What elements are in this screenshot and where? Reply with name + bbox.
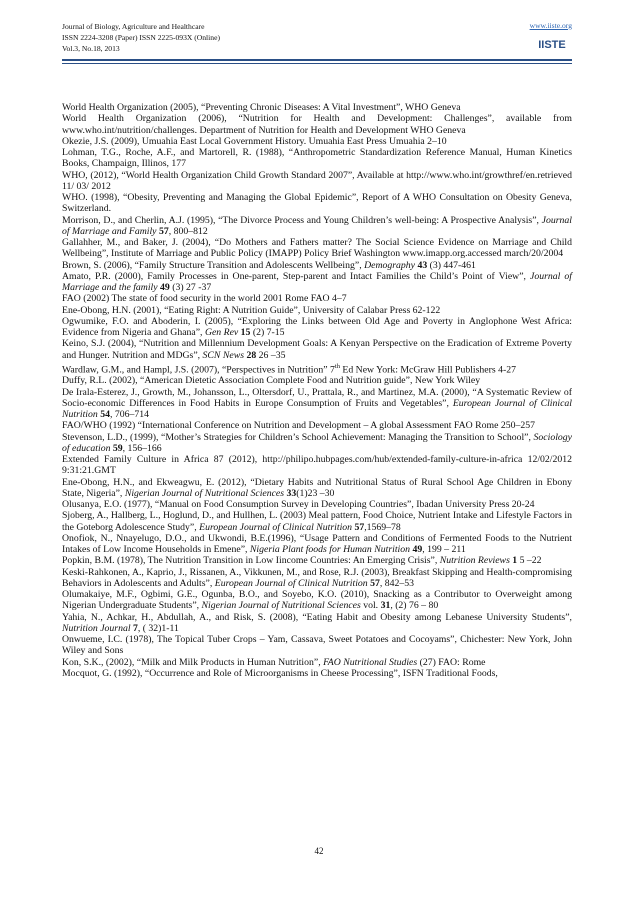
- iiste-logo-icon: [536, 33, 568, 53]
- reference-text-i: Journal of Marriage and the family: [62, 270, 572, 293]
- reference-text-t: Stevenson, L.D., (1999), “Mother’s Strategies for Children’s School Achievement: Managing the Transition to School”,: [62, 431, 534, 443]
- reference-text-t: Duffy, R.L. (2002), “American Dietetic Association Complete Food and Nutrition guide”, New York Wiley: [62, 375, 481, 387]
- header-rule-thin: [62, 63, 572, 64]
- reference-entry: [62, 237, 572, 260]
- header-rule-thick: [62, 59, 572, 61]
- reference-text-b: 57: [156, 225, 169, 237]
- reference-entry: [62, 510, 572, 533]
- reference-text-b: 49: [410, 544, 423, 555]
- reference-text-t2: , 199 – 211: [422, 544, 466, 555]
- reference-text-t: FAO/WHO (1992) “International Conference on Nutrition and Development – A global Assessment FAO Rome 250–257: [62, 420, 535, 432]
- reference-entry: [62, 260, 572, 271]
- reference-entry: [62, 305, 572, 316]
- reference-entry: [62, 454, 572, 477]
- reference-text-t: FAO (2002) The state of food security in the world 2001 Rome FAO 4–7: [62, 293, 347, 305]
- reference-text-t: Brown, S. (2006), “Family Structure Transition and Adolescents Wellbeing”,: [62, 259, 365, 271]
- reference-entry: [62, 102, 572, 113]
- journal-title: Journal of Biology, Agriculture and Healthcare: [62, 22, 205, 31]
- reference-entry: [62, 657, 572, 668]
- reference-text-b: 28: [244, 349, 257, 361]
- reference-text-t3: , (2) 76 – 80: [390, 600, 439, 612]
- reference-text-b: 57: [352, 521, 365, 533]
- reference-text-t: Wardlaw, G.M., and Hampl, J.S. (2007), “Perspectives in Nutrition” 7: [62, 364, 335, 375]
- reference-entry: [62, 477, 572, 500]
- logo-text: IISTE: [538, 39, 566, 51]
- reference-text-i: Sociology of education: [62, 431, 572, 454]
- reference-entry: [62, 113, 572, 136]
- reference-text-i: Nigerian Journal of Nutritional Sciences: [201, 600, 361, 612]
- reference-text-t: Ogwumike, F.O. and Aboderin, I. (2005), “Exploring the Links between Old Age and Poverty in Anglophone West Africa: Evidence from Nigeria and Ghana”,: [62, 315, 572, 338]
- reference-text-t: Mocquot, G. (1992), “Occurrence and Role of Microorganisms in Cheese Processing”, ISFN Traditional Foods,: [62, 667, 498, 679]
- reference-text-t2: , 706–714: [109, 409, 149, 420]
- reference-text-t: Onofiok, N., Nnayelugo, D.O., and Ukwondi, B.E.(1996), “Usage Pattern and Conditions of Fermented Foods to the Nutrient Intakes of Low Income Households in Emene”,: [62, 532, 572, 555]
- reference-entry: [62, 361, 572, 376]
- reference-text-t: Onwueme, I.C. (1978), The Topical Tuber Crops – Yam, Cassava, Sweet Potatoes and Cocoyams”, Chichester: New York, John Wiley and Sons: [62, 634, 572, 657]
- reference-entry: [62, 338, 572, 361]
- reference-text-t: WHO. (1998), “Obesity, Preventing and Managing the Global Epidemic”, Report of A WHO Consultation on Obesity Geneva, Switzerland.: [62, 192, 572, 215]
- reference-text-t: Okezie, J.S. (2009), Umuahia East Local Government History. Umuahia East Press Umuahia 2–10: [62, 135, 447, 147]
- reference-entry: [62, 668, 572, 679]
- reference-list: [62, 102, 572, 679]
- reference-text-t2: (3) 447-461: [427, 259, 476, 271]
- volume-line: Vol.3, No.18, 2013: [62, 44, 120, 53]
- reference-entry: [62, 533, 572, 556]
- reference-text-t: Ene-Obong, H.N., and Ekweagwu, E. (2012), “Dietary Habits and Nutritional Status of Rural School Age Children in Ebony State, Nigeria”,: [62, 476, 572, 499]
- reference-text-t2: 5 –22: [517, 555, 542, 567]
- reference-entry: [62, 432, 572, 455]
- reference-text-t: WHO, (2012), “World Health Organization Child Growth Standard 2007”, Available at http://www.who.int/growthref/en.retrieved 11/ 03/ 2012: [62, 169, 572, 192]
- reference-text-b: 49: [157, 282, 170, 293]
- reference-text-t2: , ( 32)1-11: [137, 622, 179, 634]
- reference-text-i: European Journal of Clinical Nutrition: [199, 521, 353, 533]
- reference-entry: [62, 215, 572, 238]
- reference-text-b: 59: [110, 442, 123, 454]
- reference-text-i: Nigerian Journal of Nutritional Sciences: [124, 487, 285, 499]
- reference-text-t: World Health Organization (2005), “Preventing Chronic Diseases: A Vital Investment”, WHO Geneva: [62, 102, 461, 113]
- reference-text-t2: (2) 7-15: [250, 327, 285, 338]
- reference-text-i: European Journal of Clinical Nutrition: [62, 397, 573, 420]
- reference-entry: [62, 316, 572, 339]
- reference-text-i: Demography: [364, 259, 415, 271]
- reference-text-i: Nutrition Reviews: [439, 555, 510, 567]
- reference-text-b: 54: [97, 409, 110, 420]
- reference-text-i: Nutrition Journal: [62, 622, 131, 634]
- reference-text-t: Kon, S.K., (2002), “Milk and Milk Products in Human Nutrition”,: [62, 656, 324, 668]
- reference-entry: [62, 147, 572, 170]
- reference-text-t: Popkin, B.M. (1978), The Nutrition Transition in Low Iincome Countries: An Emerging Crisis”,: [62, 555, 440, 567]
- reference-text-t: Keski-Rahkonen, A., Kaprio, J., Rissanen, A., Vikkunen, M., and Rose, R.J. (2003), Breakfast Skipping and Health-compromising Behaviors in Adolescents and Adults”,: [62, 566, 572, 589]
- reference-text-t: Morrison, D., and Cherlin, A.J. (1995), “The Divorce Process and Young Children’s well-being: A Prospective Analysis”,: [62, 214, 542, 226]
- reference-entry: [62, 387, 572, 421]
- reference-text-t: Olusanya, E.O. (1977), “Manual on Food Consumption Survey in Developing Countries”, Ibadan University Press 20-24: [62, 499, 535, 510]
- reference-entry: [62, 136, 572, 147]
- reference-text-b: 33: [284, 487, 297, 499]
- reference-entry: [62, 170, 572, 193]
- reference-text-b: 1: [509, 555, 518, 567]
- reference-text-t2: ,1569–78: [364, 521, 401, 533]
- reference-text-i: Journal of Marriage and Family: [62, 214, 572, 237]
- reference-text-t2: (1)23 –30: [296, 487, 335, 499]
- reference-text-t2: 26 –35: [256, 349, 286, 361]
- reference-text-t2: , 842–53: [379, 577, 414, 589]
- page-header: [62, 21, 572, 93]
- reference-text-b: 7: [130, 622, 138, 634]
- reference-text-t: Gallahher, M., and Baker, J. (2004), “Do Mothers and Fathers matter? The Social Science Evidence on Marriage and Child Wellbeing”, Institute of Marriage and Public Policy (IMAPP) Policy Brief Washington www.imapp.org.accessed march/20/2004: [62, 237, 572, 260]
- reference-text-i: SCN News: [202, 349, 244, 361]
- reference-entry: [62, 634, 572, 657]
- reference-text-sup: th: [334, 362, 340, 370]
- reference-entry: [62, 375, 572, 386]
- reference-text-t: Yahia, N., Achkar, H., Abdullah, A., and Risk, S. (2008), “Eating Habit and Obesity among Lebanese University Students”,: [62, 611, 572, 623]
- reference-entry: [62, 192, 572, 215]
- journal-website-link[interactable]: www.iiste.org: [529, 21, 572, 30]
- reference-text-i: FAO Nutritional Studies: [323, 656, 418, 668]
- reference-text-t: Extended Family Culture in Africa 87 (2012), http://philipo.hubpages.com/hub/extended-family-culture-in-africa 12/02/2012 9:31:21.GMT: [62, 454, 572, 477]
- page-number: 42: [314, 846, 324, 856]
- reference-text-t: Lohman, T.G., Roche, A.F., and Martorell, R. (1988), “Anthropometric Standardization Reference Manual, Human Kinetics Books, Champaign, Illinos, 177: [62, 147, 572, 170]
- reference-text-b: 15: [238, 327, 251, 338]
- reference-text-b: 43: [415, 259, 428, 271]
- reference-text-t: Sjoberg, A., Hallberg, L., Hoglund, D., and Hullhen, L. (2003) Meal pattern, Food Choice, Nutrient Intake and Lifestyle Factors in the Goteborg Adolescence Study”,: [62, 510, 572, 533]
- reference-text-t: World Health Organization (2006), “Nutrition for Health and Development: Challenges”, available from www.who.int/nutrition/challenges. Department of Nutrition for Health and Development WHO Geneva: [62, 113, 572, 136]
- reference-text-t2: vol.: [360, 600, 381, 612]
- reference-entry: [62, 499, 572, 510]
- issn-line: ISSN 2224-3208 (Paper) ISSN 2225-093X (Online): [62, 33, 220, 42]
- reference-text-i: Nigeria Plant foods for Human Nutrition: [249, 544, 410, 555]
- reference-entry: [62, 293, 572, 304]
- reference-entry: [62, 567, 572, 590]
- reference-text-t2: (27) FAO: Rome: [417, 656, 486, 668]
- reference-text-i: European Journal of Clinical Nutrition: [214, 577, 368, 589]
- reference-text-t2: Ed New York: McGraw Hill Publishers 4-27: [339, 364, 516, 375]
- reference-entry: [62, 271, 572, 294]
- reference-text-t2: , 800–812: [168, 225, 208, 237]
- reference-entry: [62, 555, 572, 566]
- reference-text-t: Amato, P.R. (2000), Family Processes in One-parent, Step-parent and Intact Families the Child’s Point of View”,: [62, 270, 531, 282]
- reference-entry: [62, 612, 572, 635]
- reference-entry: [62, 420, 572, 431]
- reference-text-t2: (3) 27 -37: [169, 282, 212, 293]
- reference-text-t: Keino, S.J. (2004), “Nutrition and Millennium Development Goals: A Kenyan Perspective on the Eradication of Extreme Poverty and Hunger. Nutrition and MDGs”,: [62, 338, 572, 361]
- reference-text-t: Olumakaiye, M.F., Ogbimi, G.E., Ogunba, B.O., and Soyebo, K.O. (2010), Snacking as a Contributor to Overweight among Nigerian Undergraduate Students”,: [62, 589, 572, 612]
- reference-entry: [62, 589, 572, 612]
- reference-text-b: 57: [367, 577, 380, 589]
- reference-text-t: Ene-Obong, H.N. (2001), “Eating Right: A Nutrition Guide”, University of Calabar Press 62-122: [62, 304, 441, 316]
- reference-text-t: De Irala-Esterez, J., Growth, M., Johansson, L., Oltersdorf, U., Prattala, R., and Martinez, M.A. (2000), “A Systematic Review of Socio-economic Differences in Food Habits in Europe Consumption of Fruits and Vegetables”,: [62, 386, 572, 409]
- reference-text-i: Gen Rev: [204, 327, 239, 338]
- reference-text-b2: 31: [380, 600, 391, 612]
- reference-text-t2: , 156–166: [122, 442, 162, 454]
